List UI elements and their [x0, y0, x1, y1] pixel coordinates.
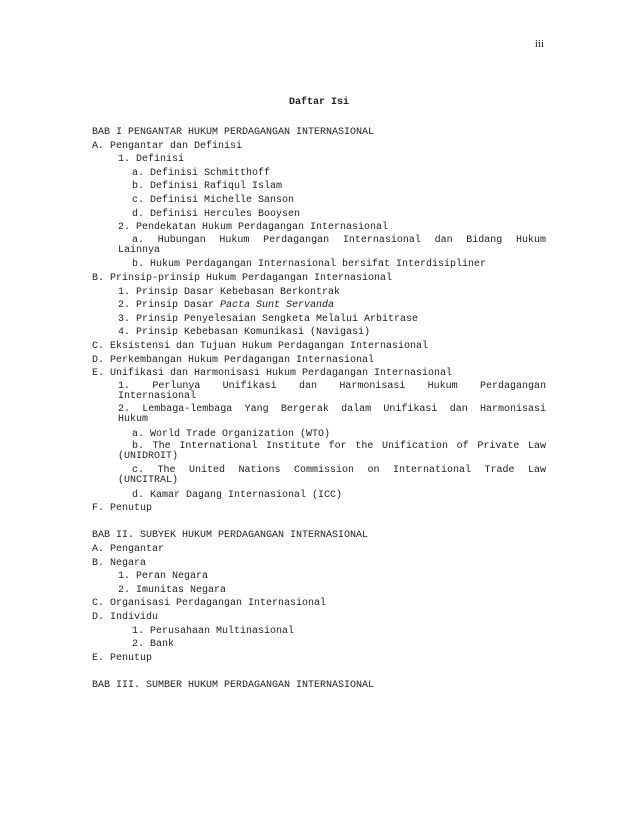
toc-entry-continuation: Lainnya [118, 244, 161, 256]
toc-entry: D. Individu [92, 612, 159, 623]
toc-entry: b. Definisi Rafiqul Islam [132, 181, 283, 193]
toc-entry: B. Prinsip-prinsip Hukum Perdagangan Internasional [92, 272, 393, 284]
toc-entry: a. World Trade Organization (WTO) [132, 428, 331, 440]
toc-entry: 1. Perlunya Unifikasi dan Harmonisasi Hukum Perdagangan [118, 380, 546, 392]
toc-entry: 1. Peran Negara [118, 571, 209, 583]
toc-entry: 4. Prinsip Kebebasan Komunikasi (Navigasi) [118, 327, 371, 339]
toc-entry: 2. Bank [132, 639, 175, 651]
toc-entry: c. Definisi Michelle Sanson [132, 194, 295, 206]
toc-entry: A. Pengantar dan Definisi [92, 140, 243, 152]
toc-entry: a. Hubungan Hukum Perdagangan Internasional dan Bidang Hukum [132, 234, 546, 246]
section-spacer [92, 516, 546, 530]
toc-entry: a. Definisi Schmitthoff [132, 167, 271, 179]
toc-entry-text: 2. Prinsip Dasar [118, 300, 221, 312]
toc-entry: A. Pengantar [92, 544, 165, 556]
toc-entry-continuation: Internasional [118, 390, 197, 402]
toc-entry: 3. Prinsip Penyelesaian Sengketa Melalui Arbitrase [118, 313, 419, 325]
toc-entry: F. Penutup [92, 503, 153, 515]
toc-entry [92, 299, 546, 313]
toc-entry: B. Negara [92, 557, 147, 569]
toc-entry: E. Penutup [92, 652, 153, 664]
page-number: iii [534, 38, 544, 50]
toc-entry: C. Eksistensi dan Tujuan Hukum Perdagangan Internasional [92, 340, 429, 352]
toc-entry: d. Kamar Dagang Internasional (ICC) [132, 489, 343, 501]
toc-entry-continuation: Hukum [118, 414, 149, 426]
toc-entry: D. Perkembangan Hukum Perdagangan Internasional [92, 354, 375, 366]
toc-entry-italic-text: Pacta Sunt Servanda [220, 300, 335, 312]
toc-entry: 2. Lembaga-lembaga Yang Bergerak dalam Unifikasi dan Harmonisasi [118, 404, 546, 416]
toc-entry: E. Unifikasi dan Harmonisasi Hukum Perdagangan Internasional [92, 368, 453, 380]
toc-title: Daftar Isi [288, 97, 349, 108]
chapter-heading-bab-2: BAB II. SUBYEK HUKUM PERDAGANGAN INTERNASIONAL [92, 530, 369, 542]
toc-entry: b. Hukum Perdagangan Internasional bersifat Interdisipliner [132, 259, 487, 271]
toc-entry: C. Organisasi Perdagangan Internasional [92, 598, 327, 610]
toc-entry: c. The United Nations Commission on International Trade Law [132, 465, 546, 477]
toc-entry: d. Definisi Hercules Booysen [132, 208, 301, 220]
toc-entry-continuation: (UNIDROIT) [118, 451, 179, 463]
chapter-heading-bab-1: BAB I PENGANTAR HUKUM PERDAGANGAN INTERNASIONAL [92, 127, 375, 138]
toc-entry: 1. Prinsip Dasar Kebebasan Berkontrak [118, 286, 341, 298]
toc-entry: 2. Imunitas Negara [118, 584, 227, 596]
chapter-heading-bab-3: BAB III. SUMBER HUKUM PERDAGANGAN INTERNASIONAL [92, 679, 375, 691]
table-of-contents [92, 126, 546, 693]
section-spacer [92, 665, 546, 679]
toc-entry-continuation: (UNCITRAL) [118, 475, 179, 487]
toc-entry: b. The International Institute for the Unification of Private Law [132, 441, 546, 453]
toc-entry: 1. Perusahaan Multinasional [132, 625, 295, 637]
toc-entry: 2. Pendekatan Hukum Perdagangan Internasional [118, 222, 389, 234]
toc-entry: 1. Definisi [118, 154, 185, 166]
